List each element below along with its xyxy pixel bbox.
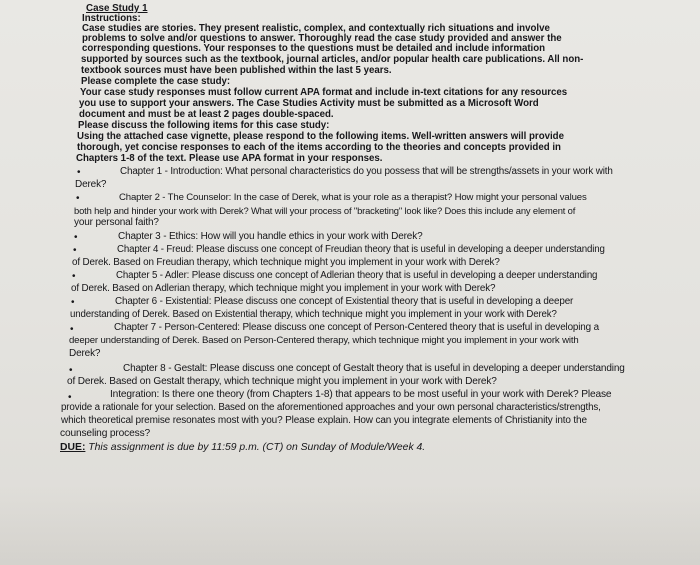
item-continuation: of Derek. Based on Gestalt therapy, which technique might you implement in your work with Derek? <box>67 376 497 387</box>
item-integration: Integration: Is there one theory (from Chapters 1-8) that appears to be most useful in your work with Derek? Please <box>110 389 612 400</box>
item-chapter-4: Chapter 4 - Freud: Please discuss one concept of Freudian theory that is useful in developing a deeper understanding <box>117 244 605 255</box>
intro-line: Case studies are stories. They present realistic, complex, and contextually rich situations and involve <box>82 23 550 34</box>
instructions-heading: Instructions: <box>82 13 141 24</box>
item-continuation: counseling process? <box>60 428 151 439</box>
bullet-icon: • <box>68 392 72 403</box>
vignette-line: thorough, yet concise responses to each of the items according to the theories and concepts provided in <box>77 142 561 153</box>
item-continuation: understanding of Derek. Based on Existential therapy, which technique might you implement in your work with Derek? <box>70 309 557 320</box>
intro-line: corresponding questions. Your responses to the questions must be detailed and include information <box>82 43 546 54</box>
apa-line: document and must be at least 2 pages double-spaced. <box>79 109 334 120</box>
item-chapter-5: Chapter 5 - Adler: Please discuss one concept of Adlerian theory that is useful in developing a deeper understanding <box>116 270 598 281</box>
intro-line: supported by sources such as the textbook, journal articles, and/or popular health care publications. All non- <box>81 54 584 65</box>
bullet-icon: • <box>72 271 76 282</box>
item-continuation: deeper understanding of Derek. Based on Person-Centered therapy, which technique might you implement in your work with <box>69 335 579 346</box>
intro-line: textbook sources must have been published within the last 5 years. <box>81 65 392 76</box>
case-study-title: Case Study 1 <box>86 3 148 14</box>
item-continuation: of Derek. Based on Adlerian therapy, which technique might you implement in your work with Derek? <box>71 283 496 294</box>
due-statement <box>60 442 425 454</box>
discuss-heading: Please discuss the following items for this case study: <box>78 120 330 131</box>
apa-line: you use to support your answers. The Case Studies Activity must be submitted as a Microsoft Word <box>79 98 539 109</box>
item-continuation: your personal faith? <box>74 217 159 228</box>
item-continuation: of Derek. Based on Freudian therapy, which technique might you implement in your work with Derek? <box>72 257 500 268</box>
item-chapter-2: Chapter 2 - The Counselor: In the case of Derek, what is your role as a therapist? How might your personal values <box>119 192 587 203</box>
item-continuation: which theoretical premise resonates most with you? Please explain. How can you integrate elements of Christianity into the <box>61 415 587 426</box>
item-chapter-8: Chapter 8 - Gestalt: Please discuss one concept of Gestalt theory that is useful in developing a deeper understanding <box>123 363 625 374</box>
vignette-line: Chapters 1-8 of the text. Please use APA format in your responses. <box>76 153 383 164</box>
item-chapter-3: Chapter 3 - Ethics: How will you handle ethics in your work with Derek? <box>118 231 423 242</box>
bullet-icon: • <box>69 365 73 376</box>
intro-line: problems to solve and/or questions to answer. Thoroughly read the case study provided and answer the <box>82 33 562 44</box>
bullet-icon: • <box>74 232 78 243</box>
bullet-icon: • <box>73 245 77 256</box>
bullet-icon: • <box>77 167 81 178</box>
page-shadow <box>0 485 700 565</box>
apa-line: Your case study responses must follow current APA format and include in-text citations for any resources <box>80 87 568 98</box>
item-chapter-7: Chapter 7 - Person-Centered: Please discuss one concept of Person-Centered theory that is useful in developing a <box>114 322 599 333</box>
complete-heading: Please complete the case study: <box>81 76 231 87</box>
due-label: DUE: <box>60 442 86 453</box>
due-text: This assignment is due by 11:59 p.m. (CT) on Sunday of Module/Week 4. <box>85 442 426 453</box>
item-continuation: both help and hinder your work with Derek? What will your process of "bracketing" look like? Does this include any element of <box>74 205 576 216</box>
item-chapter-6: Chapter 6 - Existential: Please discuss one concept of Existential theory that is useful in developing a deeper <box>115 296 574 307</box>
bullet-icon: • <box>70 324 74 335</box>
bullet-icon: • <box>71 297 75 308</box>
item-continuation: Derek? <box>75 179 107 190</box>
bullet-icon: • <box>76 193 80 204</box>
item-continuation: provide a rationale for your selection. Based on the aforementioned approaches and your own personal characteristics/strengths, <box>61 402 601 413</box>
vignette-line: Using the attached case vignette, please respond to the following items. Well-written answers will provide <box>77 131 564 142</box>
item-continuation: Derek? <box>69 348 101 359</box>
item-chapter-1: Chapter 1 - Introduction: What personal characteristics do you possess that will be strengths/assets in your work with <box>120 166 613 177</box>
